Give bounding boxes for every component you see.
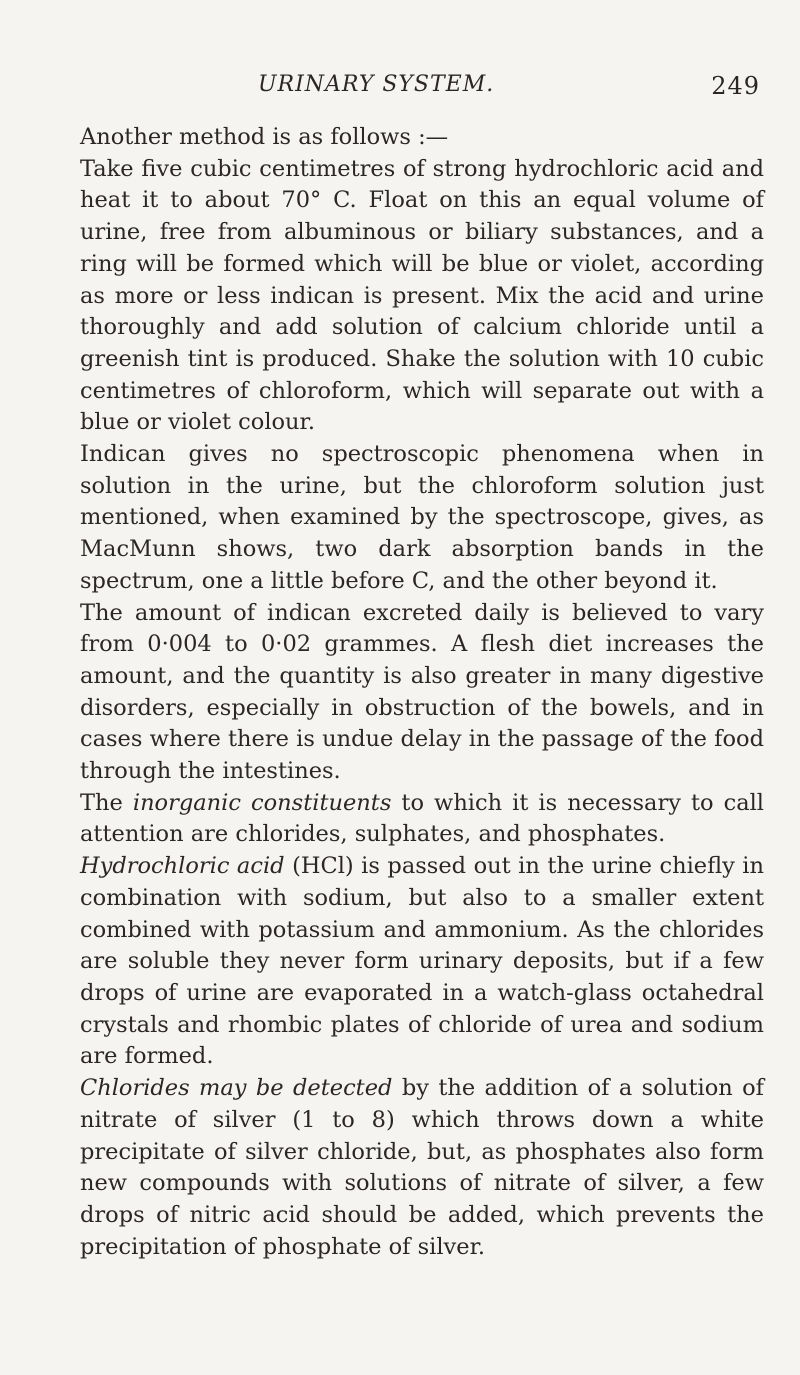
paragraph-spectroscopic-phenomena: Indican gives no spectroscopic phenomena when in solution in the urine, but the chloroform solution just mentioned, when examined by the spectroscope, gives, as MacMunn shows, two dark absorption bands in the spectrum, one a little before C, and the other beyond it.: [80, 441, 764, 594]
body-text: [80, 122, 764, 1263]
paragraph-rest-text: (HCl) is passed out in the urine chiefly in combination with sodium, but also to a smaller extent combined with potassium and ammonium. As the chlorides are soluble they never form urinary deposits, but if a few drops of urine are evaporated in a watch-glass octahedral crystals and rhombic plates of chloride of urea and sodium are formed.: [80, 853, 764, 1070]
paragraph-hydrochloric-acid: [80, 851, 764, 1073]
running-title: URINARY SYSTEM.: [258, 72, 495, 97]
paragraph-italic-term: Chlorides may be detected: [80, 1075, 393, 1102]
paragraph-method-intro: Another method is as follows :—: [80, 124, 449, 150]
paragraph-rest-text: by the addition of a solution of nitrate of silver (1 to 8) which throws down a white precipitate of silver chloride, but, as phosphates also form new compounds with solutions of nitrate of silver, a few drops of nitric acid should be added, which prevents the precipitation of phosphate of silver.: [80, 1075, 764, 1260]
paragraph-rest-text: to which it is necessary to call attention are chlorides, sulphates, and phosphates.: [80, 789, 764, 848]
paragraph-lead-text: The: [80, 789, 133, 816]
running-head: [82, 72, 760, 108]
paragraph-hydrochloric-test: Take five cubic centimetres of strong hydrochloric acid and heat it to about 70° C. Float on this an equal volume of urine, free from albuminous or biliary substances, and a ring will be formed which will be blue or violet, according as more or less indican is present. Mix the acid and urine thoroughly and add solution of calcium chloride until a greenish tint is produced. Shake the solution with 10 cubic centimetres of chloroform, which will separate out with a blue or violet colour.: [80, 155, 764, 436]
paragraph-indican-amount: The amount of indican excreted daily is believed to vary from 0·004 to 0·02 grammes. A flesh diet increases the amount, and the quantity is also greater in many digestive disorders, especially in obstruction of the bowels, and in cases where there is undue delay in the passage of the food through the intestines.: [80, 599, 764, 785]
paragraph-inorganic-constituents: [80, 788, 764, 851]
paragraph-italic-term: Hydrochloric acid: [80, 853, 285, 880]
paragraph-chlorides-detection: [80, 1073, 764, 1263]
paragraph-italic-term: inorganic constituents: [132, 789, 392, 816]
page-number: 249: [711, 72, 760, 100]
